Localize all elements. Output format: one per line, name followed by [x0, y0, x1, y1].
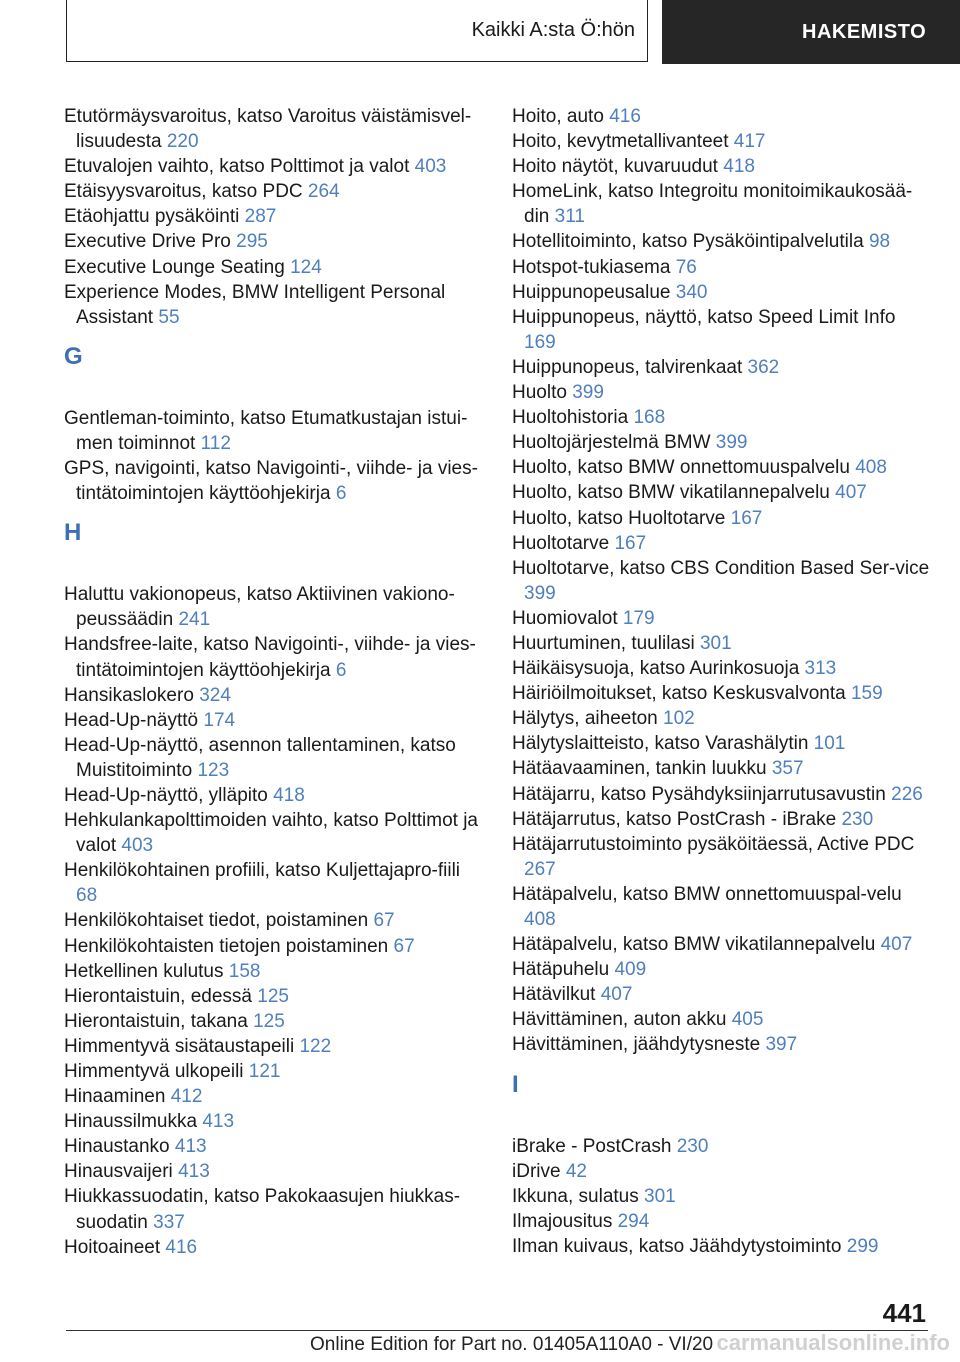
index-entry	[512, 104, 932, 129]
index-entry-text: Huolto, katso BMW vikatilannepalvelu	[512, 482, 830, 504]
index-entry	[64, 229, 482, 254]
index-entry-text: Hälytyslaitteisto, katso Varashälytin	[512, 733, 809, 755]
index-entry-text: Head-Up-näyttö, ylläpito	[64, 784, 268, 806]
index-entry-text: Ikkuna, sulatus	[512, 1185, 639, 1207]
index-entry	[512, 832, 932, 882]
index-entry-text: Ilmajousitus	[512, 1210, 613, 1232]
page-reference-link[interactable]: 294	[617, 1210, 650, 1232]
page-reference-link[interactable]: 301	[699, 632, 732, 654]
index-entry-text: Hierontaistuin, edessä	[64, 985, 252, 1007]
page-reference-link[interactable]: 42	[565, 1160, 587, 1182]
page-reference-link[interactable]: 220	[166, 131, 199, 153]
index-entry-text: Huoltojärjestelmä BMW	[512, 432, 711, 454]
index-entry-text: GPS, navigointi, katso Navigointi-, viihde- ja vies‐tintätoimintojen käyttöohjekirja	[64, 458, 478, 505]
page-header	[66, 0, 960, 64]
index-entry-text: Etäisyysvaroitus, katso PDC	[64, 181, 303, 203]
page-reference-link[interactable]: 124	[290, 256, 322, 278]
index-entry	[512, 556, 932, 606]
index-entry-text: Huolto, katso Huoltotarve	[512, 507, 726, 529]
page-reference-link[interactable]: 158	[228, 960, 261, 982]
index-entry-text: Hansikaslokero	[64, 684, 194, 706]
index-entry-text: Haluttu vakionopeus, katso Aktiivinen vakiono‐peussäädin	[64, 584, 455, 631]
index-entry-text: Hätäpalvelu, katso BMW vikatilannepalvelu	[512, 934, 876, 956]
index-entry-text: Hätäavaaminen, tankin luukku	[512, 758, 767, 780]
page-reference-link[interactable]: 413	[202, 1111, 235, 1133]
page-reference-link[interactable]: 295	[236, 231, 268, 253]
page-reference-link[interactable]: 125	[253, 1010, 285, 1032]
index-entry	[64, 1184, 482, 1234]
index-entry-text: Experience Modes, BMW Intelligent Personal Assistant	[64, 281, 446, 328]
page-reference-link[interactable]: 399	[572, 382, 604, 404]
page-reference-link[interactable]: 313	[804, 658, 837, 680]
index-entry	[512, 506, 932, 531]
index-entry	[64, 683, 482, 708]
index-entry	[64, 1235, 482, 1260]
page-reference-link[interactable]: 299	[846, 1235, 879, 1257]
index-entry-text: Hätäpalvelu, katso BMW onnettomuuspal‐velu	[512, 883, 902, 905]
index-entry-text: Hälytys, aiheeton	[512, 708, 658, 730]
index-entry	[512, 455, 932, 480]
index-entry	[64, 1009, 482, 1034]
index-entry-text: Huoltotarve, katso CBS Condition Based Ser‐vice	[512, 557, 930, 579]
index-entry-text: Himmentyvä ulkopeili	[64, 1061, 244, 1082]
index-entry-text: Etutörmäysvaroitus, katso Varoitus väistämisvel‐lisuudesta	[64, 106, 472, 153]
index-entry	[512, 631, 932, 656]
index-entry-text: Hoitoaineet	[64, 1236, 161, 1258]
index-letter-heading: I	[512, 1070, 519, 1098]
index-entry	[64, 1034, 482, 1059]
page-reference-link[interactable]: 407	[835, 482, 867, 504]
index-entry-text: Hierontaistuin, takana	[64, 1010, 248, 1032]
index-entry-text: Hätäjarru, katso Pysähdyksiinjarrutusavustin	[512, 783, 886, 805]
page-reference-link[interactable]: 416	[609, 106, 641, 127]
page-reference-link[interactable]: 403	[414, 156, 447, 178]
index-entry	[512, 280, 932, 305]
index-entry-text: Huippunopeus, talvirenkaat	[512, 356, 743, 378]
index-entry	[64, 1109, 482, 1134]
index-entry	[64, 984, 482, 1009]
index-entry-text: Huoltotarve	[512, 532, 610, 554]
page-reference-link[interactable]: 179	[622, 607, 655, 629]
page-reference-link[interactable]: 407	[880, 934, 913, 956]
index-entry-text: Hotellitoiminto, katso Pysäköintipalvelutila	[512, 231, 864, 253]
index-entry	[512, 1159, 932, 1184]
index-entry-text: Ilman kuivaus, katso Jäähdytystoiminto	[512, 1235, 842, 1257]
index-entry-text: Hotspot-tukiasema	[512, 256, 671, 278]
index-letter-heading: H	[64, 519, 82, 547]
index-entry-text: Henkilökohtainen profiili, katso Kuljettajapro‐fiili	[64, 860, 461, 882]
index-entry	[64, 908, 482, 933]
index-entry	[512, 606, 932, 631]
index-entry-text: Hätäjarrutustoiminto pysäköitäessä, Active PDC	[512, 833, 915, 855]
index-entry	[64, 1084, 482, 1109]
index-entry	[512, 932, 932, 957]
index-entry	[64, 959, 482, 984]
index-entry	[64, 456, 482, 506]
index-entry-text: Hoito, auto	[512, 106, 604, 127]
page-reference-link[interactable]: 121	[248, 1061, 281, 1082]
page-reference-link[interactable]: 68	[76, 885, 98, 907]
index-entry	[64, 733, 482, 783]
index-entry-text: Hinausvaijeri	[64, 1161, 173, 1183]
index-entry	[512, 355, 932, 380]
page-reference-link[interactable]: 416	[165, 1236, 198, 1258]
index-entry	[64, 154, 482, 179]
index-entry-text: Huippunopeusalue	[512, 281, 671, 303]
index-entry	[512, 1032, 932, 1057]
index-entry	[512, 982, 932, 1007]
index-entry-text: Hinaustanko	[64, 1136, 170, 1158]
page-reference-link[interactable]: 241	[178, 609, 211, 631]
page-reference-link[interactable]: 413	[174, 1136, 207, 1158]
page-reference-link[interactable]: 407	[600, 984, 633, 1006]
index-entry	[64, 858, 482, 908]
section-label: Kaikki A:sta Ö:hön	[471, 19, 635, 41]
edition-text: Online Edition for Part no. 01405A110A0 - VI/20	[310, 1334, 714, 1355]
index-entry	[512, 756, 932, 781]
index-entry	[512, 154, 932, 179]
index-entry	[512, 782, 932, 807]
index-entry-text: Häiriöilmoitukset, katso Keskusvalvonta	[512, 683, 846, 705]
page-reference-link[interactable]: 167	[730, 507, 763, 529]
page-reference-link[interactable]: 324	[199, 684, 231, 706]
index-entry	[64, 1059, 482, 1084]
page-reference-link[interactable]: 168	[633, 407, 666, 429]
index-entry	[512, 1184, 932, 1209]
index-entry	[512, 1209, 932, 1234]
page-reference-link[interactable]: 417	[733, 131, 766, 153]
page-reference-link[interactable]: 67	[393, 935, 415, 957]
page-reference-link[interactable]: 112	[200, 432, 231, 454]
index-entry	[512, 882, 932, 932]
page-reference-link[interactable]: 122	[299, 1035, 332, 1057]
index-entry-text: Henkilökohtaiset tiedot, poistaminen	[64, 910, 369, 932]
index-entry-text: Huomiovalot	[512, 607, 618, 629]
index-entry	[64, 280, 482, 330]
index-entry	[64, 406, 482, 456]
page-reference-link[interactable]: 409	[614, 959, 647, 981]
index-entry-text: Etuvalojen vaihto, katso Polttimot ja valot	[64, 156, 410, 178]
index-entry	[512, 807, 932, 832]
page-reference-link[interactable]: 311	[554, 206, 585, 228]
index-entry-text: Huoltohistoria	[512, 407, 629, 429]
index-entry-text: Hätäjarrutus, katso PostCrash - iBrake	[512, 808, 837, 830]
index-entry-text: Hiukkassuodatin, katso Pakokaasujen hiukkas‐suodatin	[64, 1186, 461, 1233]
index-entry-text: iDrive	[512, 1160, 561, 1182]
index-entry-text: Handsfree-laite, katso Navigointi-, viihde- ja vies‐tintätoimintojen käyttöohjekirja	[64, 634, 476, 681]
index-entry	[512, 1134, 932, 1159]
index-entry-text: Head-Up-näyttö	[64, 709, 199, 731]
index-entry	[512, 179, 932, 229]
page-reference-link[interactable]: 418	[273, 784, 305, 806]
index-entry-text: Himmentyvä sisätaustapeili	[64, 1035, 295, 1057]
index-entry	[512, 1234, 932, 1259]
page-reference-link[interactable]: 267	[524, 858, 556, 880]
index-entry	[64, 708, 482, 733]
index-entry-text: HomeLink, katso Integroitu monitoimikaukosää‐din	[512, 181, 913, 228]
index-entry-text: Gentleman-toiminto, katso Etumatkustajan istui‐men toiminnot	[64, 407, 468, 454]
page-reference-link[interactable]: 102	[663, 708, 695, 730]
page-reference-link[interactable]: 159	[850, 683, 883, 705]
index-entry-text: Hävittäminen, auton akku	[512, 1009, 727, 1031]
index-entry-text: Huippunopeus, näyttö, katso Speed Limit Info	[512, 306, 896, 328]
page-reference-link[interactable]: 98	[868, 231, 891, 253]
index-entry	[64, 204, 482, 229]
page-reference-link[interactable]: 125	[257, 985, 289, 1007]
index-entry	[64, 783, 482, 808]
index-entry	[64, 934, 482, 959]
index-entry-text: Hoito näytöt, kuvaruudut	[512, 156, 718, 178]
index-entry	[512, 957, 932, 982]
index-entry	[64, 808, 482, 858]
index-entry-text: Hinaussilmukka	[64, 1111, 198, 1133]
page-reference-link[interactable]: 397	[765, 1034, 798, 1056]
index-entry	[64, 104, 482, 154]
page-reference-link[interactable]: 403	[121, 835, 154, 857]
index-entry-text: iBrake - PostCrash	[512, 1135, 672, 1157]
page-reference-link[interactable]: 405	[731, 1009, 764, 1031]
page-reference-link[interactable]: 230	[841, 808, 874, 830]
index-entry	[64, 255, 482, 280]
index-letter-heading: G	[64, 342, 83, 370]
page-reference-link[interactable]: 76	[675, 256, 697, 278]
index-entry-text: Hinaaminen	[64, 1086, 166, 1108]
page-reference-link[interactable]: 408	[855, 457, 887, 479]
chapter-label: HAKEMISTO	[802, 20, 927, 43]
index-entry-text: Häikäisysuoja, katso Aurinkosuoja	[512, 658, 800, 680]
index-entry	[512, 380, 932, 405]
chapter-tab	[662, 0, 960, 64]
index-entry-text: Huurtuminen, tuulilasi	[512, 632, 695, 654]
page-reference-link[interactable]: 301	[644, 1185, 676, 1207]
index-entry	[64, 632, 482, 682]
page-reference-link[interactable]: 226	[891, 783, 923, 805]
index-entry-text: Hoito, kevytmetallivanteet	[512, 131, 729, 153]
page-reference-link[interactable]: 169	[524, 331, 556, 353]
index-entry-text: Hehkulankapolttimoiden vaihto, katso Polttimot ja valot	[64, 810, 479, 857]
watermark: carmanualsonline.info	[716, 1330, 950, 1355]
page-reference-link[interactable]: 123	[197, 759, 230, 781]
page-reference-link[interactable]: 264	[307, 181, 340, 203]
index-entry	[512, 129, 932, 154]
index-entry	[64, 582, 482, 632]
page-reference-link[interactable]: 413	[178, 1161, 210, 1183]
page-reference-link[interactable]: 6	[335, 659, 347, 681]
page-reference-link[interactable]: 101	[813, 733, 846, 755]
index-entry-text: Henkilökohtaisten tietojen poistaminen	[64, 935, 389, 957]
index-entry-text: Executive Drive Pro	[64, 231, 231, 253]
page-reference-link[interactable]: 174	[203, 709, 236, 731]
section-tab	[66, 0, 648, 62]
page-reference-link[interactable]: 418	[723, 156, 755, 178]
page-reference-link[interactable]: 357	[771, 758, 804, 780]
page-reference-link[interactable]: 362	[747, 356, 780, 378]
index-entry	[512, 681, 932, 706]
index-entry	[512, 1007, 932, 1032]
index-entry	[512, 305, 932, 355]
page-number: 441	[882, 1298, 926, 1328]
index-entry	[512, 531, 932, 556]
index-entry-text: Executive Lounge Seating	[64, 256, 285, 278]
page-reference-link[interactable]: 412	[170, 1086, 203, 1108]
page-reference-link[interactable]: 399	[524, 582, 556, 604]
index-entry-text: Hetkellinen kulutus	[64, 960, 224, 982]
index-entry	[512, 731, 932, 756]
index-entry	[64, 1134, 482, 1159]
page-reference-link[interactable]: 55	[158, 306, 180, 328]
page-reference-link[interactable]: 230	[676, 1135, 709, 1157]
index-entry	[512, 480, 932, 505]
index-entry-text: Huolto, katso BMW onnettomuuspalvelu	[512, 457, 850, 479]
page-reference-link[interactable]: 67	[373, 910, 395, 932]
page-reference-link[interactable]: 399	[715, 432, 748, 454]
index-entry-text: Hätäpuhelu	[512, 959, 610, 981]
page-reference-link[interactable]: 408	[524, 909, 556, 930]
index-entry	[64, 179, 482, 204]
index-entry	[512, 255, 932, 280]
index-entry	[512, 706, 932, 731]
page-reference-link[interactable]: 6	[335, 483, 347, 505]
page-reference-link[interactable]: 287	[244, 206, 277, 228]
index-entry	[512, 229, 932, 254]
index-entry-text: Head-Up-näyttö, asennon tallentaminen, katso Muistitoiminto	[64, 734, 456, 781]
page-reference-link[interactable]: 167	[614, 532, 647, 554]
index-column-left	[64, 104, 482, 1260]
index-entry	[512, 430, 932, 455]
index-entry-text: Hätävilkut	[512, 984, 596, 1006]
index-entry	[64, 1159, 482, 1184]
index-entry-text: Etäohjattu pysäköinti	[64, 206, 240, 228]
index-entry-text: Hävittäminen, jäähdytysneste	[512, 1034, 761, 1056]
page-reference-link[interactable]: 337	[153, 1211, 185, 1233]
page-reference-link[interactable]: 340	[675, 281, 708, 303]
index-entry-text: Huolto	[512, 382, 567, 404]
index-entry	[512, 405, 932, 430]
index-column-right	[512, 104, 932, 1259]
index-entry	[512, 656, 932, 681]
